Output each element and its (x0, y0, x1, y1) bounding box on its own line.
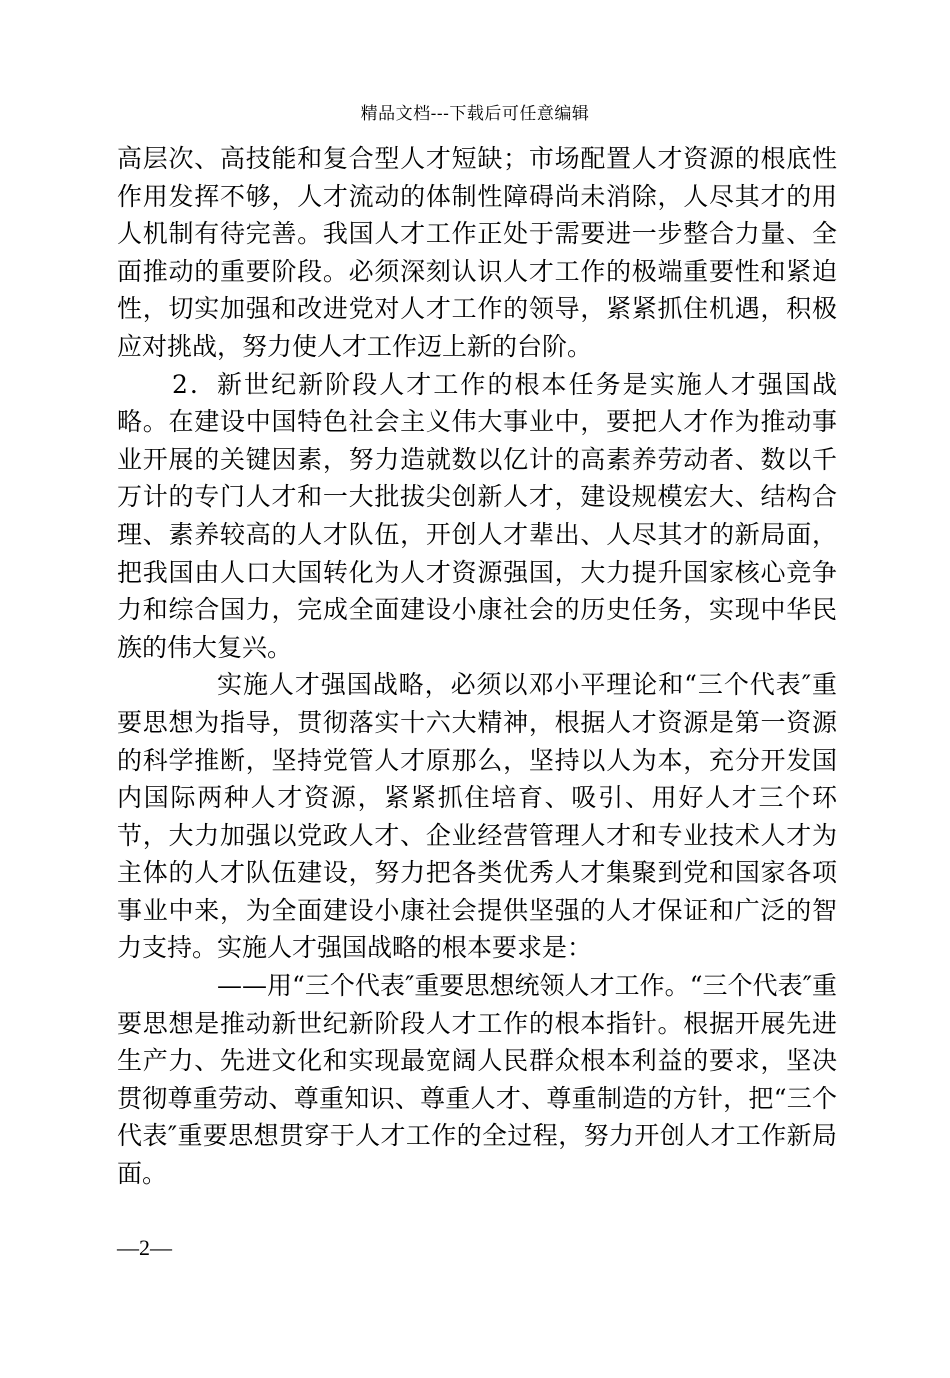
page-header: 精品文档---下载后可任意编辑 (360, 104, 590, 124)
paragraph-1: 高层次、高技能和复合型人才短缺；市场配置人才资源的根底性作用发挥不够，人才流动的体制性障碍尚未消除，人尽其才的用人机制有待完善。我国人才工作正处于需要进一步整合力量、全面推动的重要阶段。必须深刻认识人才工作的极端重要性和紧迫性，切实加强和改进党对人才工作的领导，紧紧抓住机遇，积极应对挑战，努力使人才工作迈上新的台阶。 (117, 144, 837, 361)
paragraph-3: 实施人才强国战略，必须以邓小平理论和“三个代表″重要思想为指导，贯彻落实十六大精神，根据人才资源是第一资源的科学推断，坚持党管人才原那么，坚持以人为本，充分开发国内国际两种人才资源，紧紧抓住培育、吸引、用好人才三个环节，大力加强以党政人才、企业经营管理人才和专业技术人才为主体的人才队伍建设，努力把各类优秀人才集聚到党和国家各项事业中来，为全面建设小康社会提供坚强的人才保证和广泛的智力支持。实施人才强国战略的根本要求是： (117, 670, 837, 963)
paragraph-2: 2．新世纪新阶段人才工作的根本任务是实施人才强国战略。在建设中国特色社会主义伟大事业中，要把人才作为推动事业开展的关键因素，努力造就数以亿计的高素养劳动者、数以千万计的专门人才和一大批拔尖创新人才，建设规模宏大、结构合理、素养较高的人才队伍，开创人才辈出、人尽其才的新局面，把我国由人口大国转化为人才资源强国，大力提升国家核心竞争力和综合国力，完成全面建设小康社会的历史任务，实现中华民族的伟大复兴。 (117, 369, 837, 662)
page-number: —2— (117, 1235, 172, 1260)
paragraph-4: ——用“三个代表″重要思想统领人才工作。“三个代表″重要思想是推动新世纪新阶段人才工作的根本指针。根据开展先进生产力、先进文化和实现最宽阔人民群众根本利益的要求，坚决贯彻尊重劳动、尊重知识、尊重人才、尊重制造的方针，把“三个代表″重要思想贯穿于人才工作的全过程，努力开创人才工作新局面。 (117, 971, 837, 1189)
document-body (117, 140, 837, 1193)
